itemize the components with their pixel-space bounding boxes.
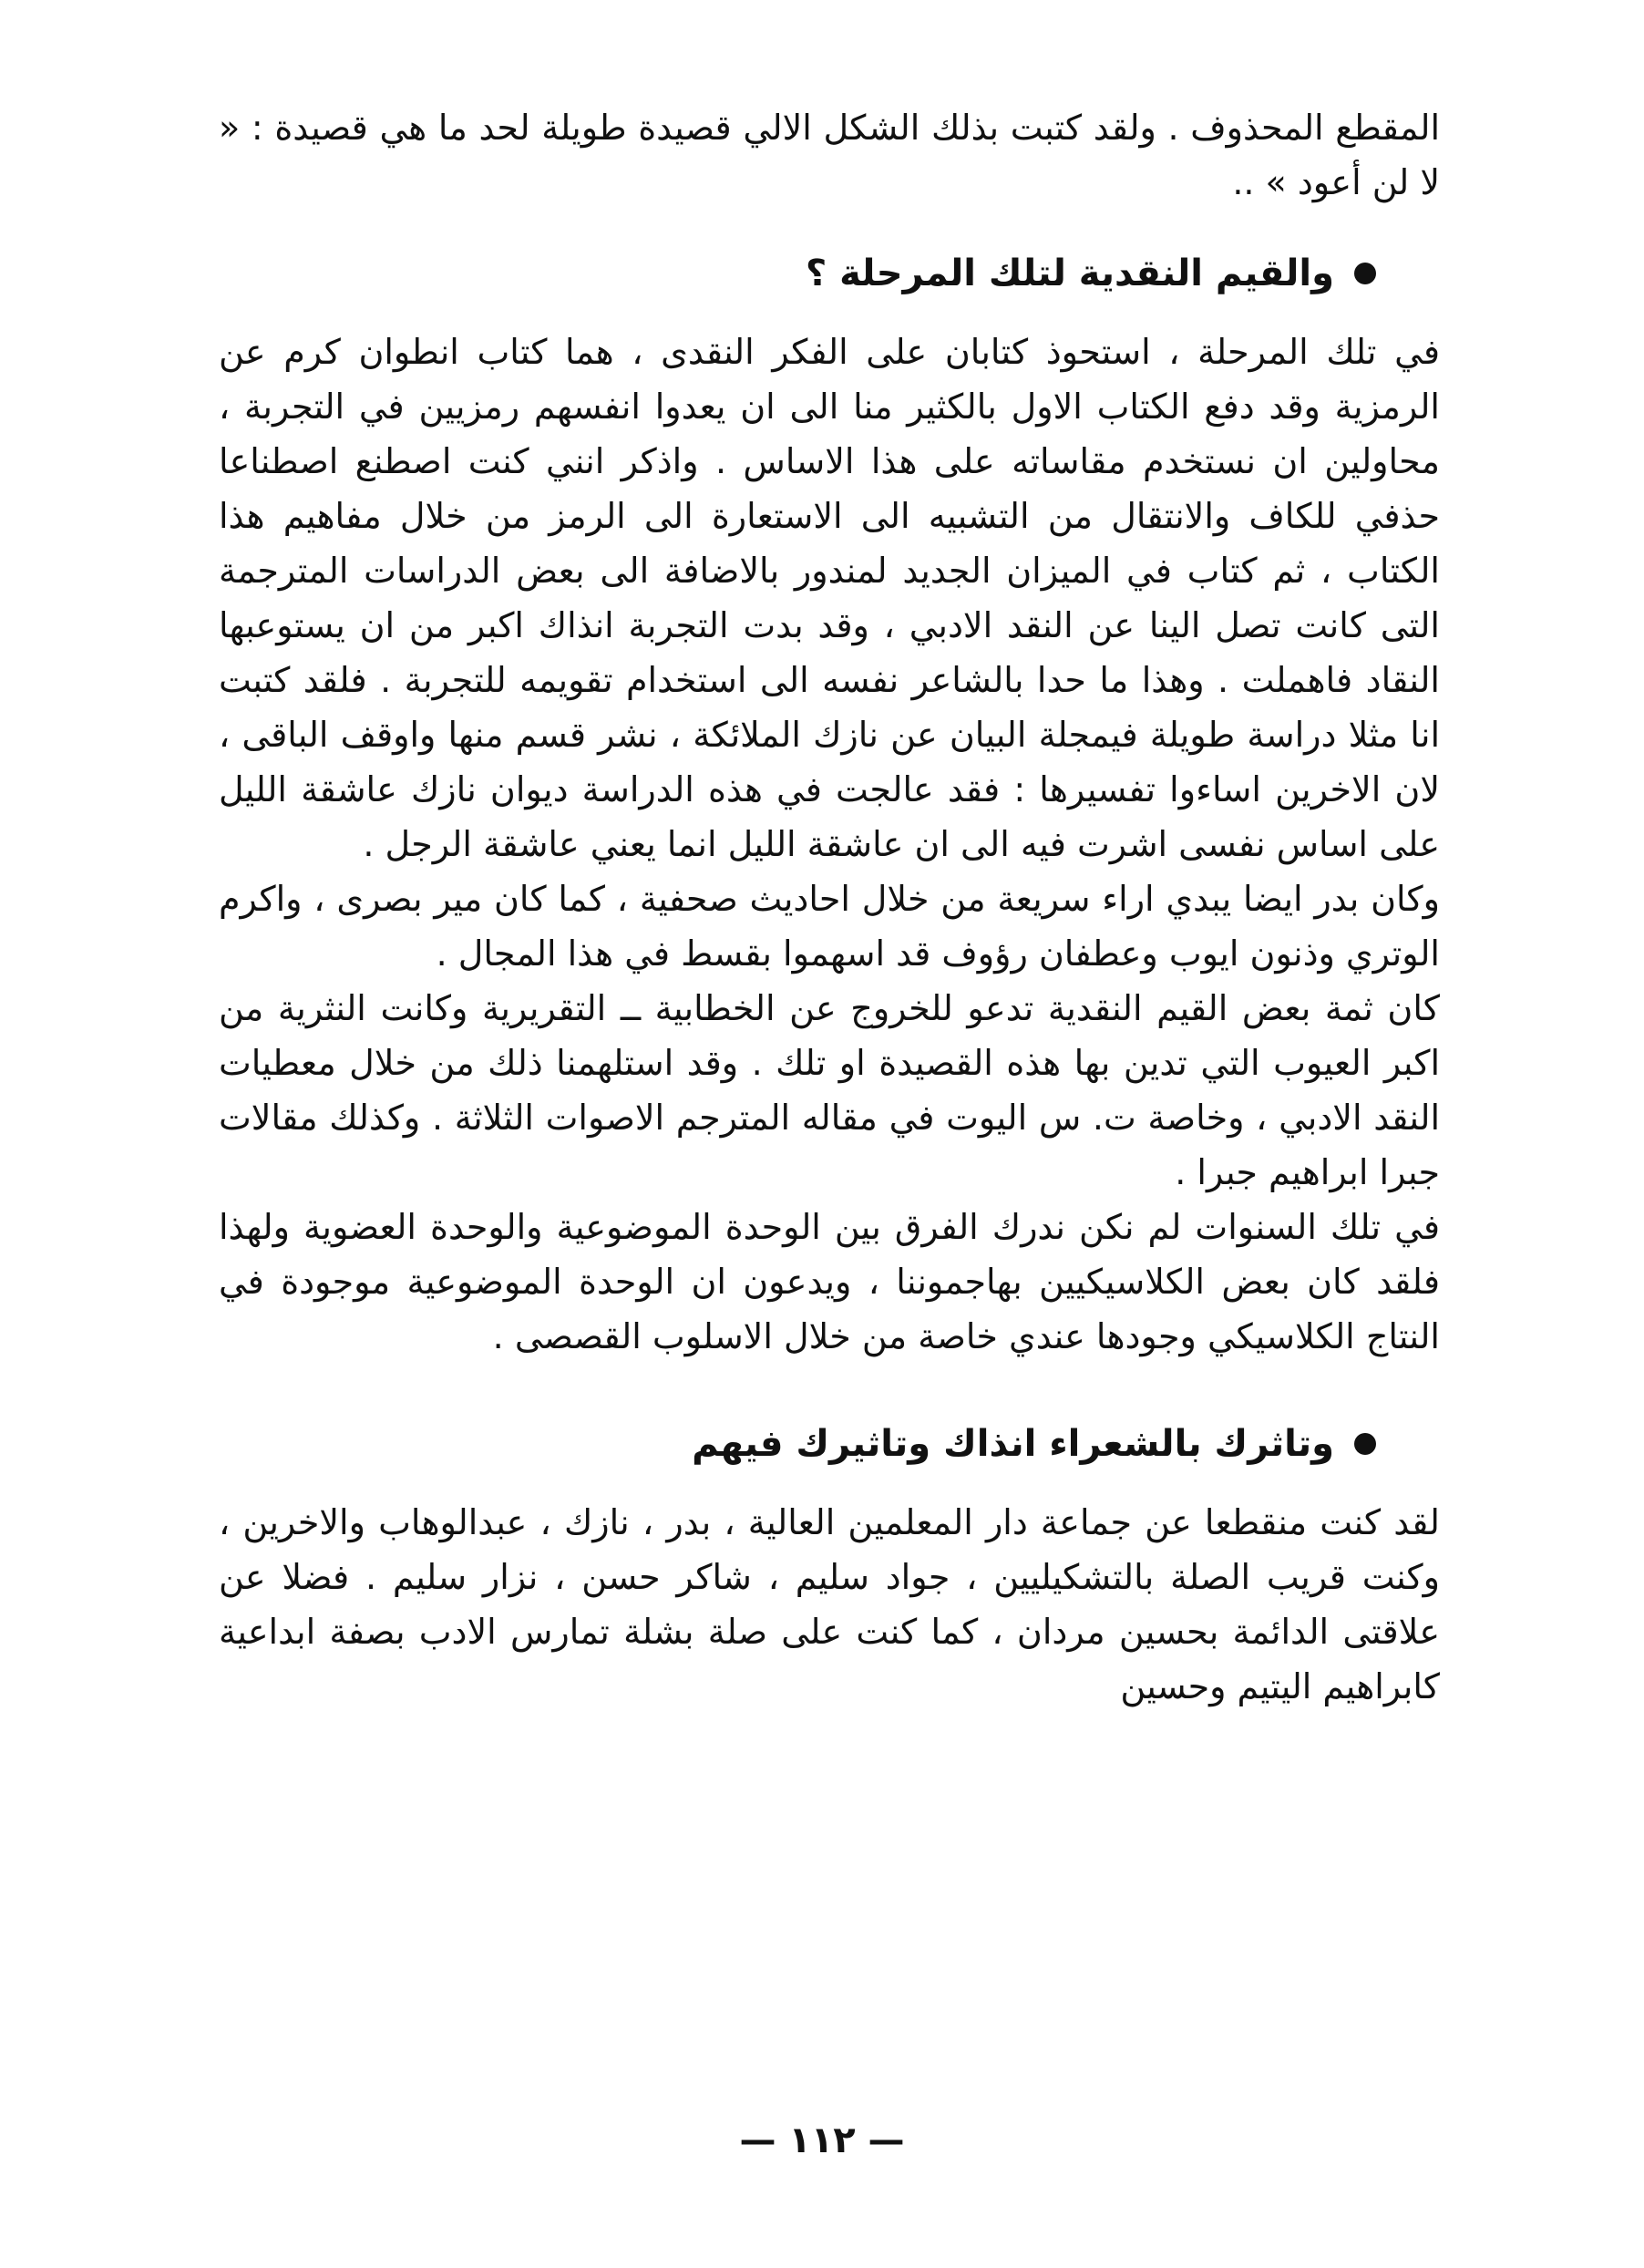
bullet-dot-icon (1354, 263, 1376, 284)
paragraph-3: كان ثمة بعض القيم النقدية تدعو للخروج عن الخطابية ــ التقريرية وكانت النثرية من اكبر العيوب التي تدين بها هذه القصيدة او تلك . وقد استلهمنا ذلك من خلال معطيات النقد الادبي ، وخاصة ت. س اليوت في مقاله المترجم الاصوات الثلاثة . وكذلك مقالات جبرا ابراهيم جبرا . (219, 988, 1440, 1192)
section-heading-text: وتاثرك بالشعراء انذاك وتاثيرك فيهم (692, 1423, 1334, 1465)
paragraph-5: لقد كنت منقطعا عن جماعة دار المعلمين العالية ، بدر ، نازك ، عبدالوهاب والاخرين ، وكنت قريب الصلة بالتشكيليين ، جواد سليم ، شاكر حسن ، نزار سليم . فضلا عن علاقتى الدائمة بحسين مردان ، كما كنت على صلة بشلة تمارس الادب بصفة ابداعية كابراهيم اليتيم وحسين (219, 1502, 1440, 1706)
section-heading-influence (219, 1417, 1440, 1471)
intro-paragraph: المقطع المحذوف . ولقد كتبت بذلك الشكل الالي قصيدة طويلة لحد ما هي قصيدة : « لا لن أعود » .. (219, 108, 1440, 202)
section-heading-critical-values (219, 246, 1440, 301)
page-number: — ١١٢ — (739, 2119, 905, 2161)
bullet-dot-icon (1354, 1433, 1376, 1455)
paragraph-1: في تلك المرحلة ، استحوذ كتابان على الفكر النقدى ، هما كتاب انطوان كرم عن الرمزية وقد دفع الكتاب الاول بالكثير منا الى ان يعدوا انفسهم رمزيين في التجربة ، محاولين ان نستخدم مقاساته على هذا الاساس . واذكر انني كنت اصطنع اصطناعا حذفي للكاف والانتقال من التشبيه الى الاستعارة الى الرمز من خلال مفاهيم هذا الكتاب ، ثم كتاب في الميزان الجديد لمندور بالاضافة الى بعض الدراسات المترجمة التى كانت تصل الينا عن النقد الادبي ، وقد بدت التجربة انذاك اكبر من ان يستوعبها النقاد فاهملت . وهذا ما حدا بالشاعر نفسه الى استخدام تقويمه للتجربة . فلقد كتبت انا مثلا دراسة طويلة فيمجلة البيان عن نازك الملائكة ، نشر قسم منها واوقف الباقى ، لان الاخرين اساءوا تفسيرها : فقد عالجت في هذه الدراسة ديوان نازك عاشقة الليل على اساس نفسى اشرت فيه الى ان عاشقة الليل انما يعني عاشقة الرجل . (219, 332, 1440, 864)
section-heading-text: والقيم النقدية لتلك المرحلة ؟ (806, 253, 1334, 294)
paragraph-4: في تلك السنوات لم نكن ندرك الفرق بين الوحدة الموضوعية والوحدة العضوية ولهذا فلقد كان بعض الكلاسيكيين بهاجموننا ، ويدعون ان الوحدة الموضوعية موجودة في النتاج الكلاسيكي وجودها عندي خاصة من خلال الاسلوب القصصى . (219, 1207, 1440, 1356)
document-page (219, 100, 1440, 2197)
paragraph-2: وكان بدر ايضا يبدي اراء سريعة من خلال احاديث صحفية ، كما كان مير بصرى ، واكرم الوتري وذنون ايوب وعطفان رؤوف قد اسهموا بقسط في هذا المجال . (219, 879, 1440, 974)
